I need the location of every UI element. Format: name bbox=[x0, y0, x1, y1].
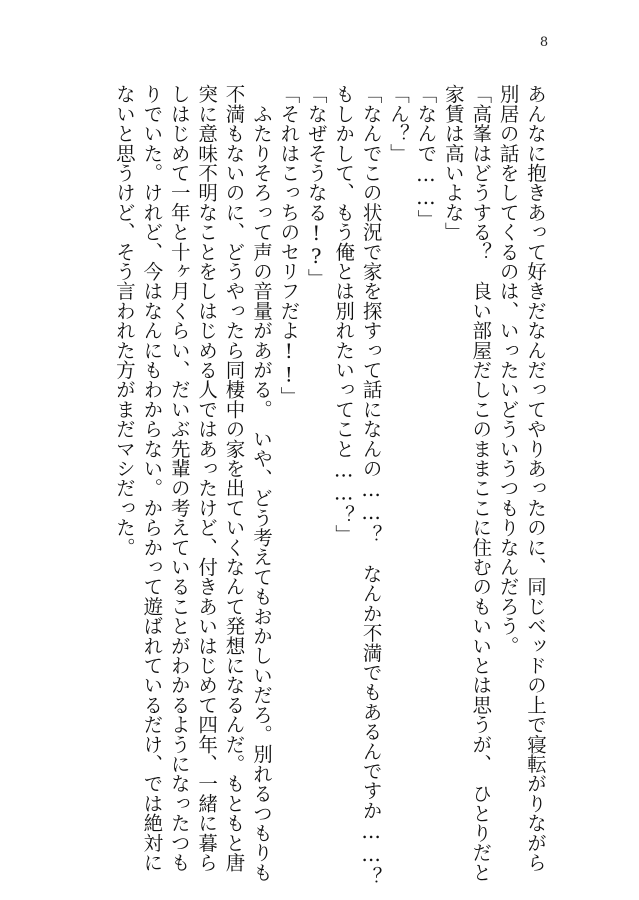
text-line: 不満もないのに、どうやったら同棲中の家を出ていくなんて発想になるんだ。もともと唐 bbox=[222, 84, 246, 873]
text-line: 家賃は高いよな」 bbox=[441, 84, 465, 242]
text-line: 「高峯はどうする？ 良い部屋だしこのままここに住むのもいいとは思うが、 ひとりだと bbox=[469, 84, 493, 882]
text-line: ふたりそろって声の音量があがる。 いや、どう考えてもおかしいだろ。別れるつもりも bbox=[249, 84, 273, 882]
text-line: 別居の話をしてくるのは、いったいどういうつもりなんだろう。 bbox=[496, 84, 520, 656]
text-line: 「なんで……」 bbox=[414, 84, 438, 229]
text-line: 「なぜそうなる!?」 bbox=[304, 84, 328, 288]
text-line: ないと思うけど、そう言われた方がまだマシだった。 bbox=[112, 84, 136, 557]
text-line: もしかして、もう俺とは別れたいってこと……？」 bbox=[332, 84, 356, 545]
text-line: りでいた。けれど、今はなんにもわからない。からかって遊ばれているだけ、では絶対に bbox=[140, 84, 164, 872]
text-line: あんなに抱きあって好きだなんだってやりあったのに、同じベッドの上で寝転がりながら bbox=[524, 84, 547, 872]
text-line: 「それはこっちのセリフだよ!!」 bbox=[277, 84, 301, 407]
text-line: 「なんでこの状況で家を探すって話になんの……？ なんか不満でもあるんですか……？ bbox=[359, 84, 383, 886]
body-text bbox=[111, 84, 550, 884]
text-line: しはじめて一年と十ヶ月くらい、だいぶ先輩の考えていることがわかるようになったつも bbox=[167, 84, 191, 872]
page-number: 8 bbox=[539, 35, 549, 50]
text-line: 「ん？」 bbox=[386, 84, 410, 163]
text-line: 突に意味不明なことをしはじめる人ではあったけど、付きあいはじめて四年、一緒に暮ら bbox=[195, 84, 219, 872]
